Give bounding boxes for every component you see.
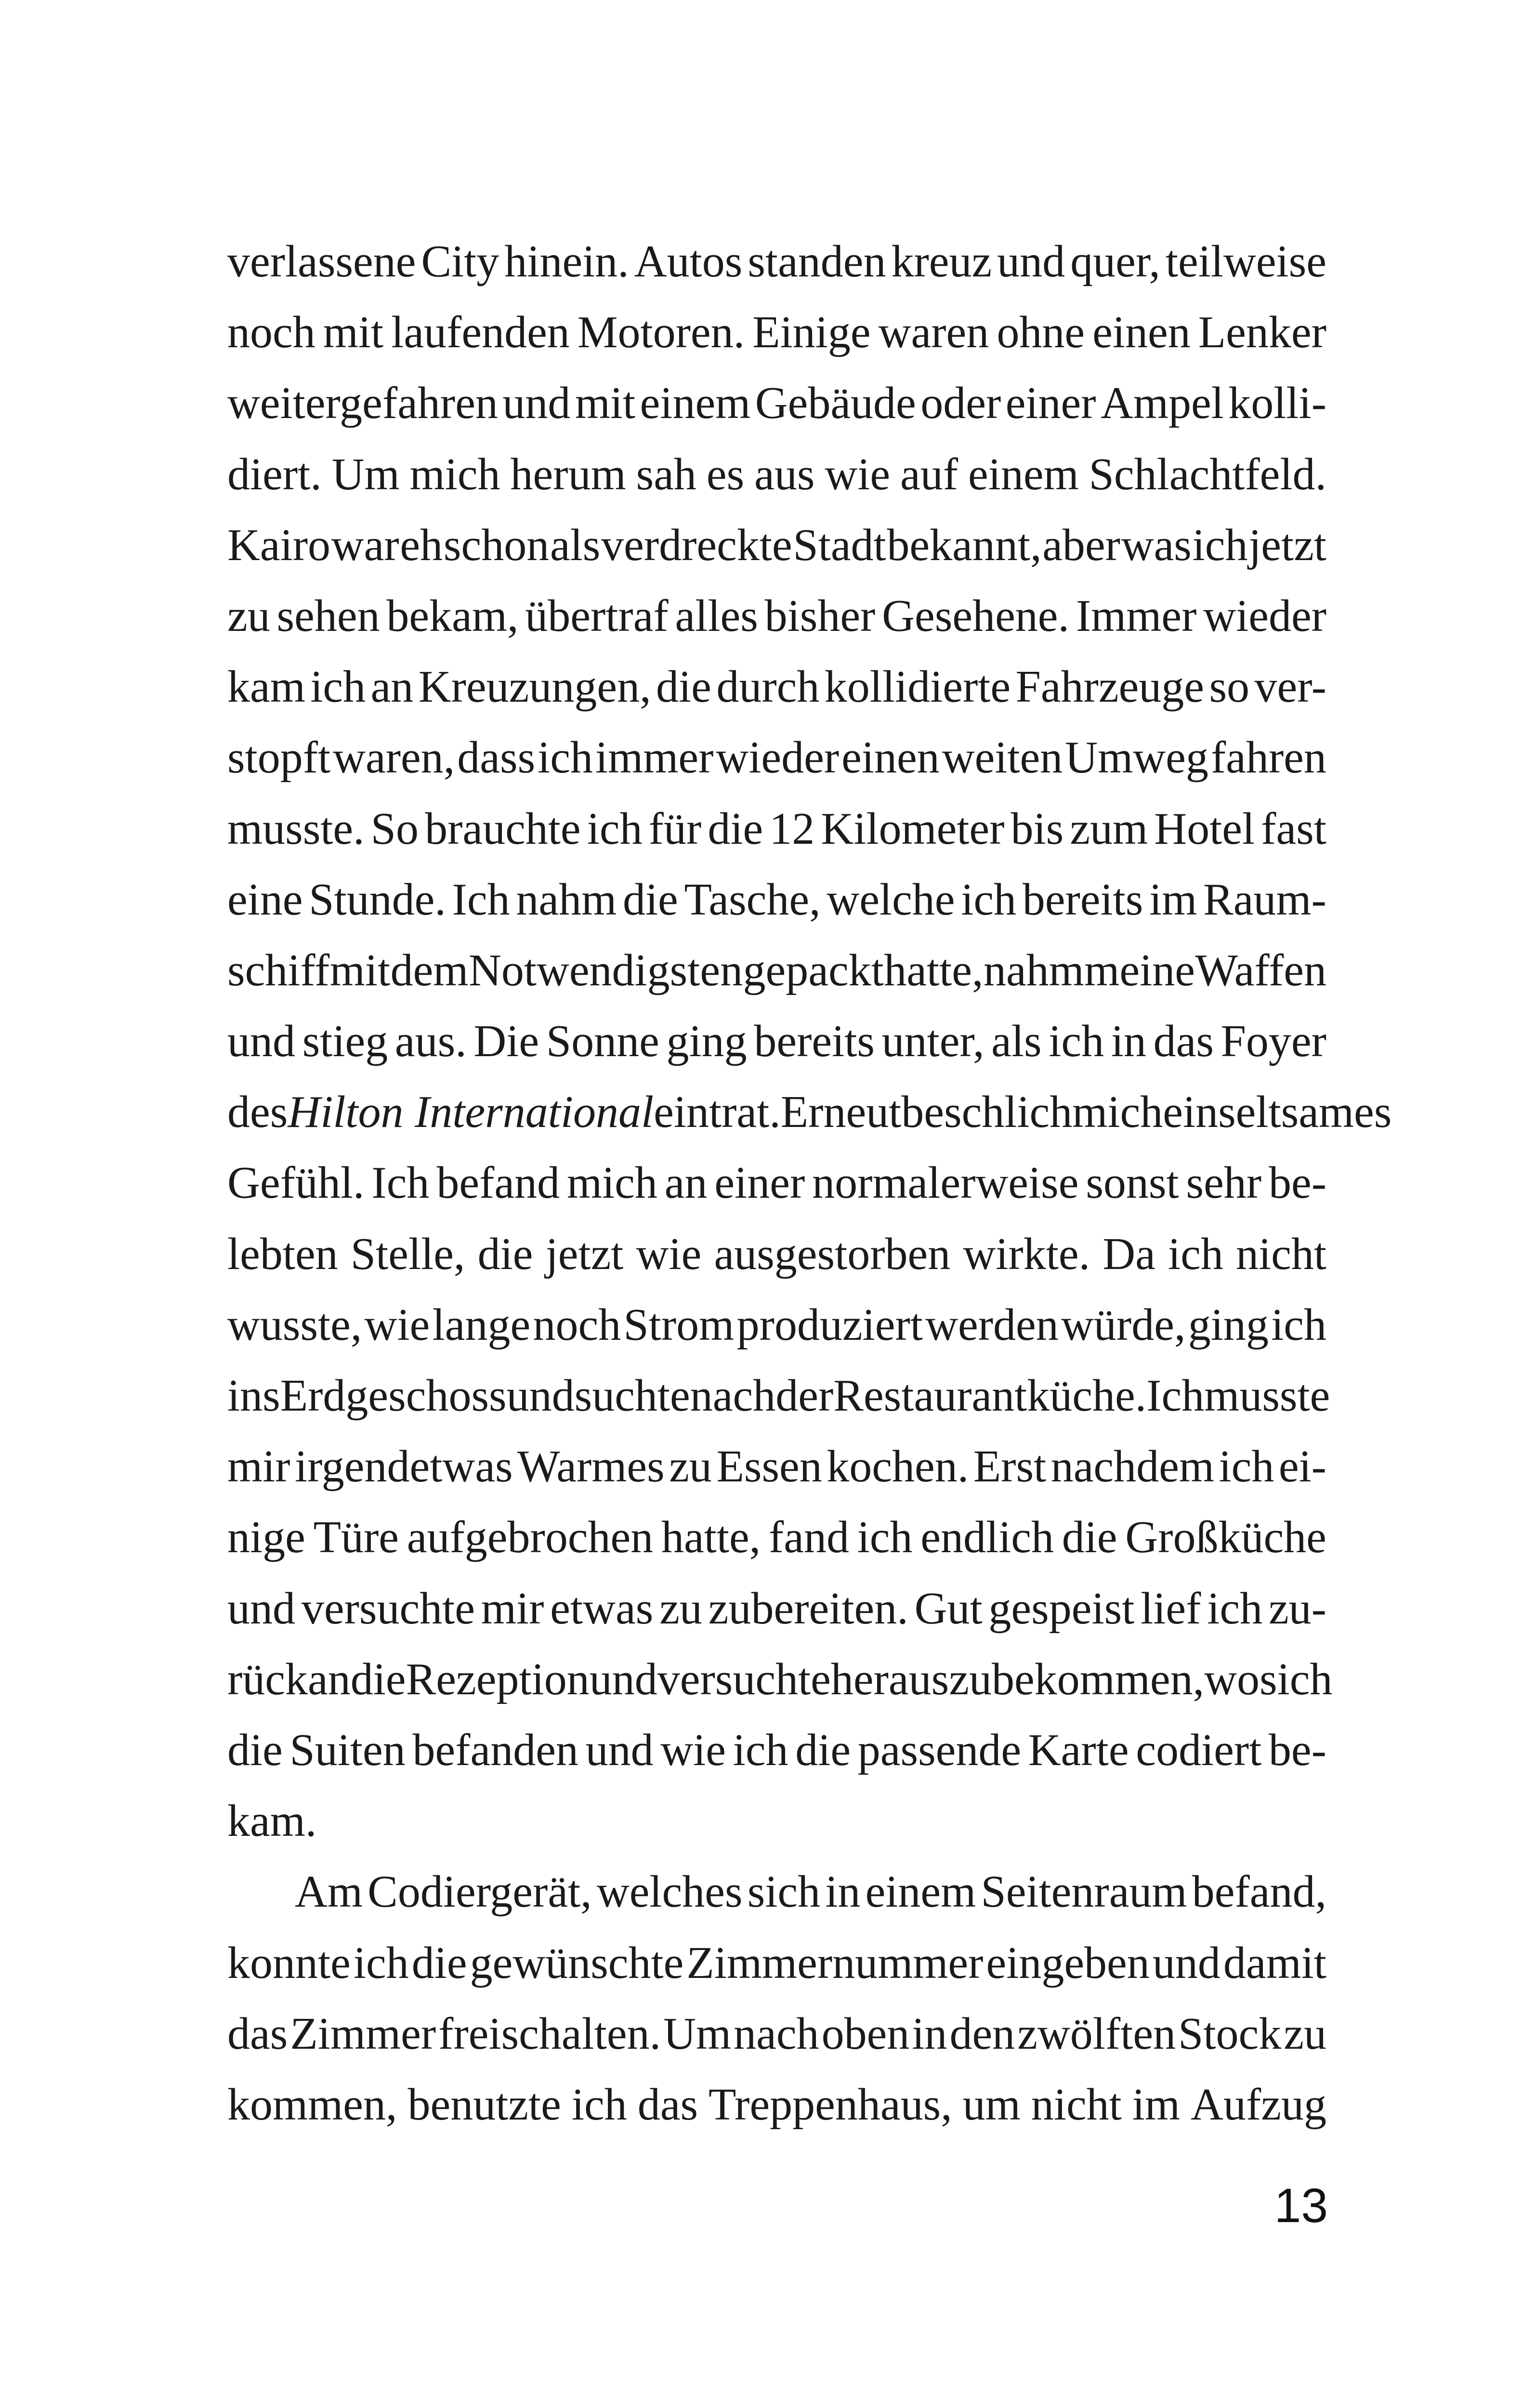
- word: City: [421, 236, 499, 287]
- text-line: [227, 297, 1326, 368]
- word: so: [1209, 662, 1250, 712]
- word: meine: [1084, 945, 1195, 995]
- word: ver-: [1254, 662, 1326, 712]
- word: ging: [1188, 1299, 1269, 1350]
- word: seltsames: [1218, 1087, 1392, 1138]
- word: eine: [227, 874, 303, 925]
- word: und: [997, 236, 1065, 287]
- word: Ich: [452, 874, 510, 925]
- word: zum: [1070, 803, 1148, 854]
- word: den: [949, 2008, 1015, 2059]
- word: als: [550, 520, 601, 570]
- word: und: [589, 1654, 657, 1704]
- word: mich: [566, 1158, 657, 1208]
- word: nach: [734, 2008, 819, 2059]
- text-line: [227, 1077, 1392, 1148]
- word: Gesehene.: [882, 590, 1070, 641]
- word: nahm: [983, 945, 1084, 995]
- word: mit: [323, 307, 384, 358]
- text-line: [227, 1502, 1326, 1573]
- word: Stock: [1178, 2008, 1282, 2059]
- word: nachdem: [1050, 1441, 1214, 1492]
- word: ein: [1163, 1087, 1219, 1138]
- word: Strom: [623, 1299, 735, 1350]
- text-line: [227, 722, 1326, 793]
- word: Kreuzungen,: [418, 662, 651, 712]
- paragraph: [227, 226, 1392, 1857]
- word: herauszubekommen,: [830, 1654, 1205, 1704]
- word: mir: [227, 1441, 290, 1492]
- word: Erneut: [780, 1087, 902, 1138]
- word: konnte: [227, 1937, 351, 1988]
- word: 12: [769, 803, 815, 854]
- word: der: [775, 1371, 834, 1421]
- word: an: [370, 662, 414, 712]
- word: diert.: [227, 449, 322, 499]
- word: Gefühl.: [227, 1158, 365, 1208]
- word: eintrat.: [654, 1087, 781, 1138]
- word: etwas: [550, 1583, 654, 1634]
- word: ohne: [997, 307, 1085, 358]
- word: zu: [659, 1583, 702, 1634]
- word: einem: [968, 449, 1079, 499]
- word: Stunde.: [309, 874, 446, 925]
- word: eh: [400, 520, 443, 570]
- word: Fahrzeuge: [1015, 662, 1205, 712]
- word: aus.: [394, 1016, 467, 1067]
- word: sehr: [1186, 1158, 1262, 1208]
- word: aber: [1042, 520, 1120, 570]
- word: be-: [1268, 1725, 1326, 1775]
- text-line: [227, 2069, 1326, 2140]
- word: fahren: [1210, 733, 1326, 783]
- word: dass: [457, 733, 536, 783]
- word: die: [1062, 1512, 1117, 1563]
- word: Am: [295, 1867, 363, 1917]
- italic-word: Hilton International: [288, 1087, 654, 1138]
- text-line: [227, 1361, 1330, 1431]
- word: gepackt: [743, 945, 884, 995]
- word: Schlachtfeld.: [1089, 449, 1326, 499]
- word: ins: [227, 1371, 280, 1421]
- word: kommen,: [227, 2079, 397, 2130]
- word: waren: [878, 307, 989, 358]
- word: sonst: [1086, 1158, 1179, 1208]
- word: kolli-: [1228, 378, 1326, 429]
- word: verlassene: [227, 236, 416, 287]
- word: und: [502, 378, 571, 429]
- word: bekam,: [386, 590, 519, 641]
- word: zu-: [1268, 1583, 1326, 1634]
- word: Treppenhaus,: [709, 2079, 952, 2130]
- word: Aufzug: [1191, 2079, 1326, 2130]
- word: wo: [1204, 1654, 1260, 1704]
- word: So: [370, 803, 419, 854]
- word: irgendetwas: [295, 1441, 513, 1492]
- word: gewünschte: [470, 1937, 684, 1988]
- body-text: [227, 226, 1392, 2140]
- word: gespeist: [988, 1583, 1135, 1634]
- word: kreuz: [891, 236, 992, 287]
- word: be-: [1268, 1158, 1326, 1208]
- word: Erdgeschoss: [280, 1371, 507, 1421]
- word: Kairo: [227, 520, 331, 570]
- word: wieder: [716, 733, 840, 783]
- word: alles: [675, 590, 758, 641]
- text-line: [227, 1857, 1326, 1927]
- word: Zimmer: [290, 2008, 436, 2059]
- word: produziert: [736, 1299, 923, 1350]
- word: jetzt: [545, 1229, 624, 1279]
- word: musste: [1204, 1371, 1330, 1421]
- word: ich: [353, 1937, 409, 1988]
- text-line: [227, 1715, 1326, 1786]
- word: Ich: [1146, 1371, 1205, 1421]
- word: wie: [636, 1229, 702, 1279]
- word: weitergefahren: [227, 378, 498, 429]
- word: sehen: [276, 590, 380, 641]
- word: nicht: [1031, 2079, 1122, 2130]
- word: ich: [1219, 1441, 1274, 1492]
- word: Essen: [716, 1441, 822, 1492]
- word: kochen.: [827, 1441, 969, 1492]
- word: ich: [733, 1725, 788, 1775]
- word: mir: [481, 1583, 544, 1634]
- word: standen: [748, 236, 886, 287]
- word: zubereiten.: [708, 1583, 908, 1634]
- word: und: [585, 1725, 654, 1775]
- word: sich: [1260, 1654, 1333, 1704]
- word: Karte: [1028, 1725, 1129, 1775]
- text-line: [227, 1928, 1326, 1999]
- page-number: 13: [1274, 2179, 1328, 2233]
- word: Rezeption: [406, 1654, 590, 1704]
- word: an: [664, 1158, 708, 1208]
- word: Zimmernummer: [686, 1937, 984, 1988]
- word: auf: [900, 449, 958, 499]
- word: einer: [1005, 378, 1096, 429]
- word: wirkte.: [963, 1229, 1090, 1279]
- word: Hotel: [1154, 803, 1255, 854]
- word: die: [411, 1937, 467, 1988]
- word: einen: [1092, 307, 1191, 358]
- word: die: [622, 874, 678, 925]
- word: herum: [510, 449, 626, 499]
- word: des: [227, 1087, 288, 1138]
- word: ei-: [1278, 1441, 1326, 1492]
- word: Kilometer: [821, 803, 1005, 854]
- word: ging: [666, 1016, 747, 1067]
- word: das: [227, 2008, 288, 2059]
- word: welches: [596, 1867, 743, 1917]
- word: einer: [714, 1158, 805, 1208]
- word: welche: [827, 874, 955, 925]
- text-line: [227, 1148, 1326, 1218]
- word: stieg: [302, 1016, 388, 1067]
- text-line: [227, 510, 1326, 581]
- word: Die: [473, 1016, 539, 1067]
- paragraph: [227, 1857, 1326, 2140]
- word: das: [1153, 1016, 1214, 1067]
- word: die: [227, 1725, 283, 1775]
- word: suchte: [574, 1371, 690, 1421]
- word: einen: [841, 733, 940, 783]
- word: befand,: [1192, 1867, 1326, 1917]
- word: Lenker: [1198, 307, 1326, 358]
- word: ausgestorben: [714, 1229, 951, 1279]
- word: mit: [329, 945, 391, 995]
- word: Stelle,: [350, 1229, 465, 1279]
- word: um: [962, 2079, 1021, 2130]
- word: ich: [961, 874, 1017, 925]
- word: Notwendigsten: [468, 945, 743, 995]
- word: befand: [436, 1158, 560, 1208]
- word: rück: [227, 1654, 308, 1704]
- word: Seitenraum: [981, 1867, 1187, 1917]
- word: Sonne: [546, 1016, 659, 1067]
- word: ich: [310, 662, 366, 712]
- word: die: [656, 662, 711, 712]
- word: musste.: [227, 803, 365, 854]
- word: Gebäude: [755, 378, 916, 429]
- text-line: [227, 581, 1326, 652]
- word: Einige: [752, 307, 871, 358]
- word: Warmes: [517, 1441, 665, 1492]
- word: lief: [1141, 1583, 1201, 1634]
- text-line: [227, 1786, 1326, 1857]
- word: oder: [920, 378, 1001, 429]
- word: schiff: [227, 945, 330, 995]
- word: mit: [575, 378, 636, 429]
- word: stopft: [227, 733, 331, 783]
- text-line: [227, 935, 1326, 1006]
- word: endlich: [920, 1512, 1054, 1563]
- word: damit: [1223, 1937, 1326, 1988]
- text-line: [227, 1644, 1333, 1715]
- word: versuchte: [657, 1654, 831, 1704]
- word: kam: [227, 662, 305, 712]
- word: in: [1111, 1016, 1146, 1067]
- word: Umweg: [1065, 733, 1208, 783]
- word: kollidierte: [824, 662, 1011, 712]
- text-line: [227, 1999, 1326, 2069]
- word: einem: [640, 378, 751, 429]
- word: Um: [331, 449, 400, 499]
- word: Türe: [313, 1512, 399, 1563]
- word: Gut: [914, 1583, 983, 1634]
- word: jetzt: [1248, 520, 1326, 570]
- word: bis: [1011, 803, 1064, 854]
- text-line: [227, 794, 1326, 864]
- word: in: [825, 1867, 861, 1917]
- word: ich: [1207, 1583, 1263, 1634]
- word: für: [648, 803, 702, 854]
- word: verdreckte: [601, 520, 792, 570]
- word: Ampel: [1101, 378, 1224, 429]
- word: die: [350, 1654, 406, 1704]
- word: lebten: [227, 1229, 338, 1279]
- word: Um: [663, 2008, 732, 2059]
- word: aufgebrochen: [407, 1512, 654, 1563]
- word: einem: [865, 1867, 976, 1917]
- word: Suiten: [289, 1725, 406, 1775]
- word: freischalten.: [438, 2008, 661, 2059]
- word: in: [912, 2008, 947, 2059]
- word: zu: [669, 1441, 712, 1492]
- word: ich: [857, 1512, 913, 1563]
- word: ich: [1168, 1229, 1223, 1279]
- word: war: [331, 520, 399, 570]
- word: würde,: [1061, 1299, 1186, 1350]
- word: Da: [1103, 1229, 1155, 1279]
- word: übertraf: [525, 590, 669, 641]
- word: nicht: [1236, 1229, 1326, 1279]
- word: laufenden: [391, 307, 570, 358]
- word: Großküche: [1125, 1512, 1326, 1563]
- word: normalerweise: [812, 1158, 1079, 1208]
- word: wusste,: [227, 1299, 362, 1350]
- word: werden: [925, 1299, 1059, 1350]
- word: noch: [533, 1299, 621, 1350]
- word: ich: [1271, 1299, 1326, 1350]
- word: das: [637, 2079, 698, 2130]
- word: Ich: [371, 1158, 430, 1208]
- word: Raum-: [1203, 874, 1326, 925]
- word: waren,: [333, 733, 455, 783]
- word: durch: [716, 662, 820, 712]
- word: brauchte: [425, 803, 581, 854]
- word: benutzte: [407, 2079, 561, 2130]
- word: ich: [587, 803, 643, 854]
- word: bisher: [764, 590, 876, 641]
- word: zu: [227, 590, 270, 641]
- text-line: [227, 1431, 1326, 1502]
- word: und: [506, 1371, 575, 1421]
- word: Stadt: [793, 520, 886, 570]
- word: im: [1132, 2079, 1181, 2130]
- word: Tasche,: [684, 874, 821, 925]
- word: Restaurantküche.: [833, 1371, 1147, 1421]
- word: nahm: [516, 874, 617, 925]
- word: oben: [821, 2008, 910, 2059]
- word: die: [477, 1229, 533, 1279]
- word: im: [1149, 874, 1197, 925]
- word: ich: [1192, 520, 1248, 570]
- word: Waffen: [1195, 945, 1326, 995]
- word: quer,: [1070, 236, 1160, 287]
- text-line: [227, 864, 1326, 935]
- word: wie: [825, 449, 891, 499]
- word: bereits: [754, 1016, 875, 1067]
- word: Erst: [973, 1441, 1047, 1492]
- word: und: [227, 1583, 295, 1634]
- word: zu: [1284, 2008, 1326, 2059]
- word: Codiergerät,: [368, 1867, 592, 1917]
- word: mich: [409, 449, 500, 499]
- word: befanden: [412, 1725, 578, 1775]
- word: fand: [768, 1512, 849, 1563]
- word: ich: [1049, 1016, 1104, 1067]
- text-line: [227, 226, 1326, 297]
- word: und: [1152, 1937, 1221, 1988]
- word: unter,: [881, 1016, 985, 1067]
- text-line: [227, 1219, 1326, 1290]
- word: Foyer: [1221, 1016, 1326, 1067]
- word: die: [795, 1725, 851, 1775]
- word: mich: [1072, 1087, 1163, 1138]
- word: Motoren.: [577, 307, 745, 358]
- word: es: [706, 449, 745, 499]
- word: was: [1121, 520, 1192, 570]
- word: hatte,: [884, 945, 984, 995]
- word: weiten: [942, 733, 1063, 783]
- word: passende: [857, 1725, 1022, 1775]
- word: sich: [747, 1867, 821, 1917]
- word: wie: [660, 1725, 726, 1775]
- text-line: [227, 1290, 1326, 1361]
- word: beschlich: [901, 1087, 1073, 1138]
- word: Immer: [1076, 590, 1197, 641]
- word: bekannt,: [887, 520, 1042, 570]
- word: wieder: [1203, 590, 1326, 641]
- word: codiert: [1136, 1725, 1262, 1775]
- word: bereits: [1022, 874, 1143, 925]
- word: sah: [636, 449, 696, 499]
- word: noch: [227, 307, 315, 358]
- word: die: [708, 803, 763, 854]
- word: an: [308, 1654, 351, 1704]
- word: nige: [227, 1512, 305, 1563]
- text-line: [227, 1573, 1326, 1644]
- word: eingeben: [986, 1937, 1150, 1988]
- word: aus: [754, 449, 815, 499]
- word: ich: [538, 733, 593, 783]
- word: wie: [364, 1299, 430, 1350]
- word: ich: [571, 2079, 627, 2130]
- word: schon: [443, 520, 550, 570]
- word: fast: [1261, 803, 1326, 854]
- word: nach: [690, 1371, 776, 1421]
- word: immer: [595, 733, 714, 783]
- word: als: [991, 1016, 1042, 1067]
- text-line: [227, 1006, 1326, 1077]
- word: Autos: [634, 236, 743, 287]
- word: und: [227, 1016, 295, 1067]
- text-line: [227, 652, 1326, 722]
- word: zwölften: [1017, 2008, 1176, 2059]
- word: versuchte: [301, 1583, 475, 1634]
- word: dem: [390, 945, 469, 995]
- word: kam.: [227, 1796, 317, 1846]
- word: hinein.: [504, 236, 629, 287]
- text-line: [227, 368, 1326, 439]
- text-line: [227, 439, 1326, 510]
- word: hatte,: [661, 1512, 761, 1563]
- word: teilweise: [1165, 236, 1326, 287]
- word: lange: [432, 1299, 531, 1350]
